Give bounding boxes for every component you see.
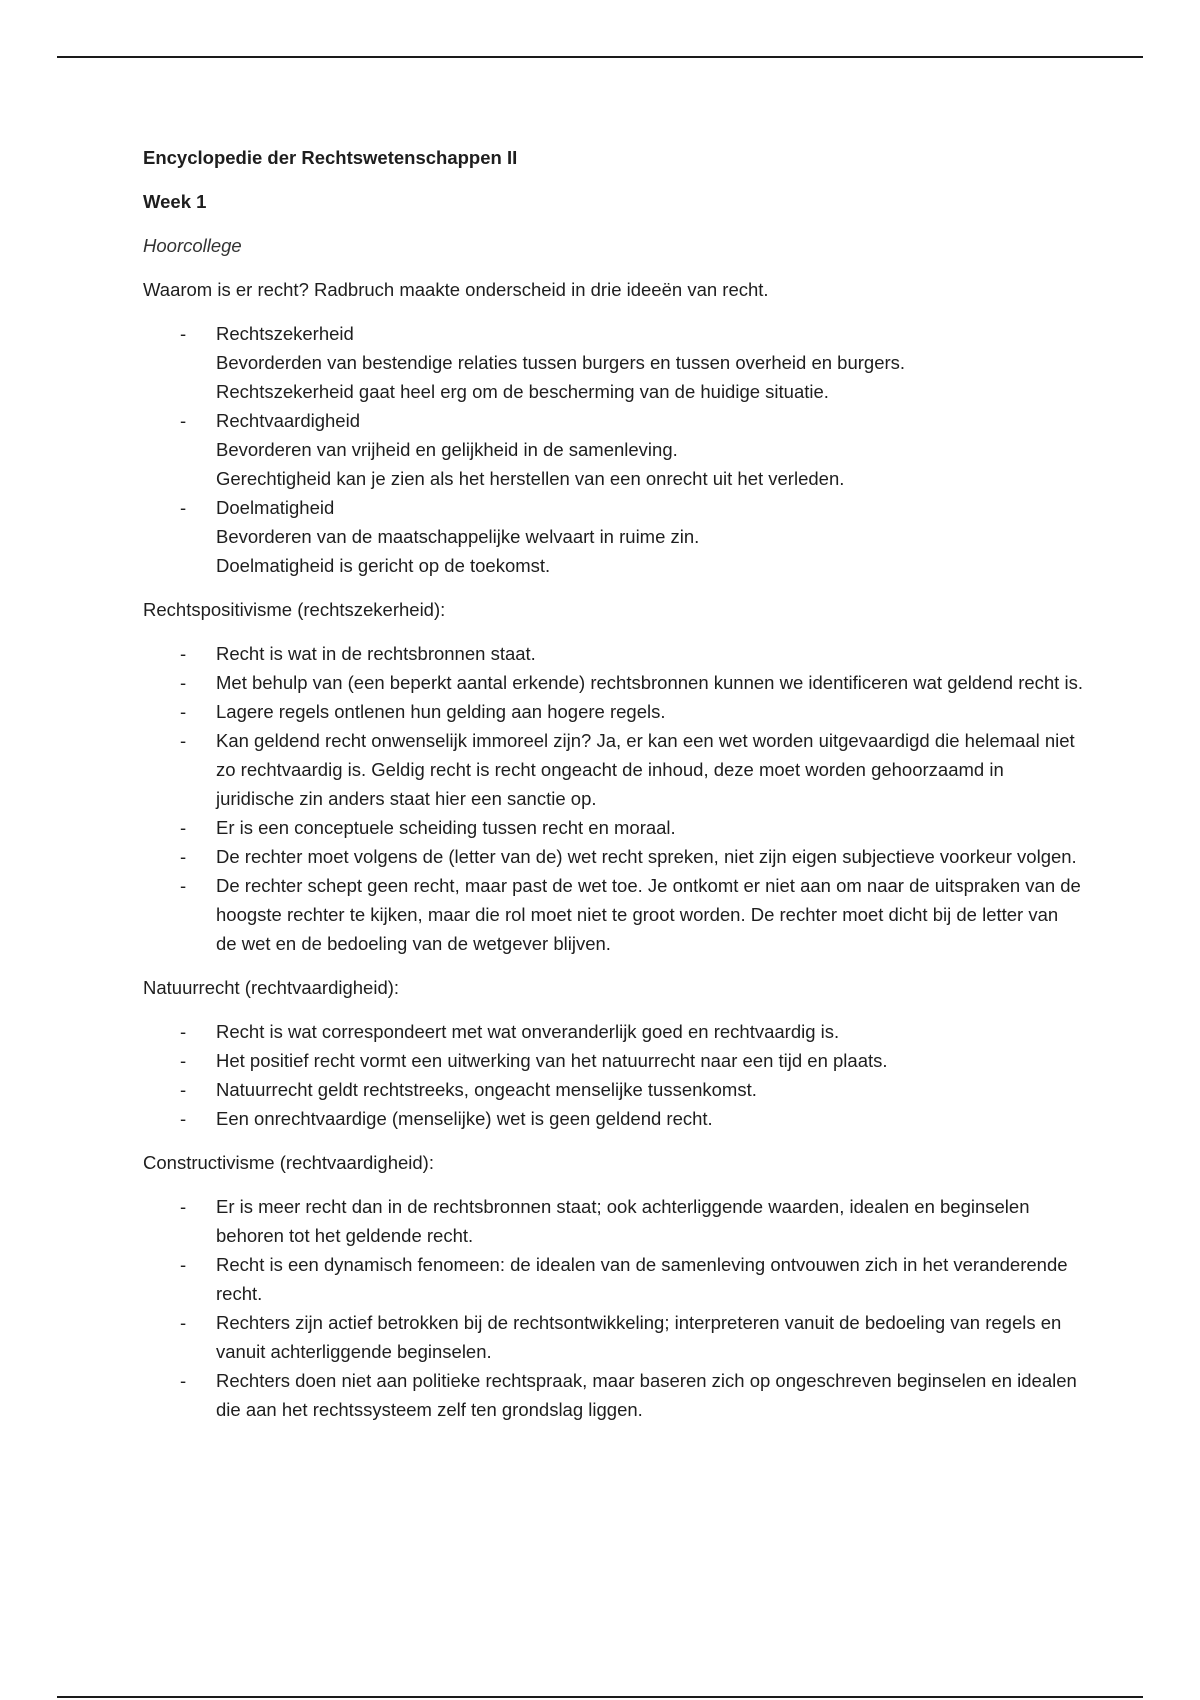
list-item	[143, 1017, 1083, 1046]
list-item	[143, 871, 1083, 958]
list-item	[143, 639, 1083, 668]
footer-rule	[57, 1696, 1143, 1698]
dash-bullet: -	[180, 643, 187, 664]
list-item-text: Met behulp van (een beperkt aantal erkende) rechtsbronnen kunnen we identificeren wat geldend recht is.	[216, 672, 1083, 693]
idea-line: Bevorderen van de maatschappelijke welvaart in ruime zin.	[216, 526, 700, 547]
dash-bullet: -	[180, 817, 187, 838]
list-item	[143, 1104, 1083, 1133]
dash-bullet: -	[180, 730, 187, 751]
list-item-text: Kan geldend recht onwenselijk immoreel zijn? Ja, er kan een wet worden uitgevaardigd die helemaal niet zo rechtvaardig is. Geldig recht is recht ongeacht de inhoud, deze moet worden gehoorzaamd in juridische zin anders staat hier een sanctie op.	[216, 730, 1075, 809]
list-item-text: Recht is een dynamisch fenomeen: de idealen van de samenleving ontvouwen zich in het veranderende recht.	[216, 1254, 1068, 1304]
dash-bullet: -	[180, 1079, 187, 1100]
list-item	[143, 1366, 1083, 1424]
dash-bullet: -	[180, 846, 187, 867]
dash-bullet: -	[180, 1021, 187, 1042]
idea-line: Bevorderen van vrijheid en gelijkheid in de samenleving.	[216, 439, 678, 460]
list-item	[143, 1075, 1083, 1104]
list-item-text: Het positief recht vormt een uitwerking van het natuurrecht naar een tijd en plaats.	[216, 1050, 888, 1071]
section-heading: Natuurrecht (rechtvaardigheid):	[143, 977, 400, 998]
list-item	[143, 726, 1083, 813]
ideas-list	[143, 319, 1083, 580]
list-item	[143, 668, 1083, 697]
list-item	[143, 697, 1083, 726]
section-list	[143, 639, 1083, 958]
list-item-text: Er is een conceptuele scheiding tussen recht en moraal.	[216, 817, 676, 838]
section-list	[143, 1017, 1083, 1133]
section-list	[143, 1192, 1083, 1424]
intro-paragraph: Waarom is er recht? Radbruch maakte onderscheid in drie ideeën van recht.	[143, 279, 769, 300]
list-item-text: Lagere regels ontlenen hun gelding aan hogere regels.	[216, 701, 666, 722]
dash-bullet: -	[180, 1108, 187, 1129]
idea-name: Doelmatigheid	[216, 497, 335, 518]
subheading: Hoorcollege	[143, 235, 242, 256]
idea-name: Rechtvaardigheid	[216, 410, 360, 431]
list-item-text: Rechters doen niet aan politieke rechtspraak, maar baseren zich op ongeschreven beginselen en idealen die aan het rechtssysteem zelf ten grondslag liggen.	[216, 1370, 1077, 1420]
list-item	[143, 319, 1083, 406]
dash-bullet: -	[180, 1370, 187, 1391]
section-heading: Rechtspositivisme (rechtszekerheid):	[143, 599, 446, 620]
dash-bullet: -	[180, 1050, 187, 1071]
document-title: Encyclopedie der Rechtswetenschappen II	[143, 147, 518, 168]
dash-bullet: -	[180, 323, 187, 344]
section-heading: Constructivisme (rechtvaardigheid):	[143, 1152, 434, 1173]
dash-bullet: -	[180, 701, 187, 722]
list-item-text: Recht is wat correspondeert met wat onveranderlijk goed en rechtvaardig is.	[216, 1021, 840, 1042]
list-item	[143, 406, 1083, 493]
dash-bullet: -	[180, 1312, 187, 1333]
list-item	[143, 1192, 1083, 1250]
list-item-text: Natuurrecht geldt rechtstreeks, ongeacht menselijke tussenkomst.	[216, 1079, 757, 1100]
header-rule	[57, 56, 1143, 58]
idea-line: Rechtszekerheid gaat heel erg om de bescherming van de huidige situatie.	[216, 381, 829, 402]
dash-bullet: -	[180, 1254, 187, 1275]
list-item	[143, 493, 1083, 580]
list-item-text: Er is meer recht dan in de rechtsbronnen staat; ook achterliggende waarden, idealen en beginselen behoren tot het geldende recht.	[216, 1196, 1030, 1246]
list-item	[143, 813, 1083, 842]
list-item-text: Recht is wat in de rechtsbronnen staat.	[216, 643, 536, 664]
week-heading: Week 1	[143, 191, 207, 212]
list-item	[143, 1308, 1083, 1366]
list-item	[143, 842, 1083, 871]
list-item	[143, 1250, 1083, 1308]
idea-line: Bevorderden van bestendige relaties tussen burgers en tussen overheid en burgers.	[216, 352, 906, 373]
dash-bullet: -	[180, 1196, 187, 1217]
list-item-text: De rechter moet volgens de (letter van de) wet recht spreken, niet zijn eigen subjectieve voorkeur volgen.	[216, 846, 1077, 867]
list-item	[143, 1046, 1083, 1075]
dash-bullet: -	[180, 672, 187, 693]
list-item-text: Een onrechtvaardige (menselijke) wet is geen geldend recht.	[216, 1108, 713, 1129]
list-item-text: Rechters zijn actief betrokken bij de rechtsontwikkeling; interpreteren vanuit de bedoeling van regels en vanuit achterliggende beginselen.	[216, 1312, 1062, 1362]
idea-line: Gerechtigheid kan je zien als het herstellen van een onrecht uit het verleden.	[216, 468, 845, 489]
dash-bullet: -	[180, 875, 187, 896]
list-item-text: De rechter schept geen recht, maar past de wet toe. Je ontkomt er niet aan om naar de uitspraken van de hoogste rechter te kijken, maar die rol moet niet te groot worden. De rechter moet dicht bij de letter van de wet en de bedoeling van de wetgever blijven.	[216, 875, 1081, 954]
dash-bullet: -	[180, 410, 187, 431]
dash-bullet: -	[180, 497, 187, 518]
idea-name: Rechtszekerheid	[216, 323, 354, 344]
idea-line: Doelmatigheid is gericht op de toekomst.	[216, 555, 551, 576]
document-body	[143, 143, 1083, 1424]
